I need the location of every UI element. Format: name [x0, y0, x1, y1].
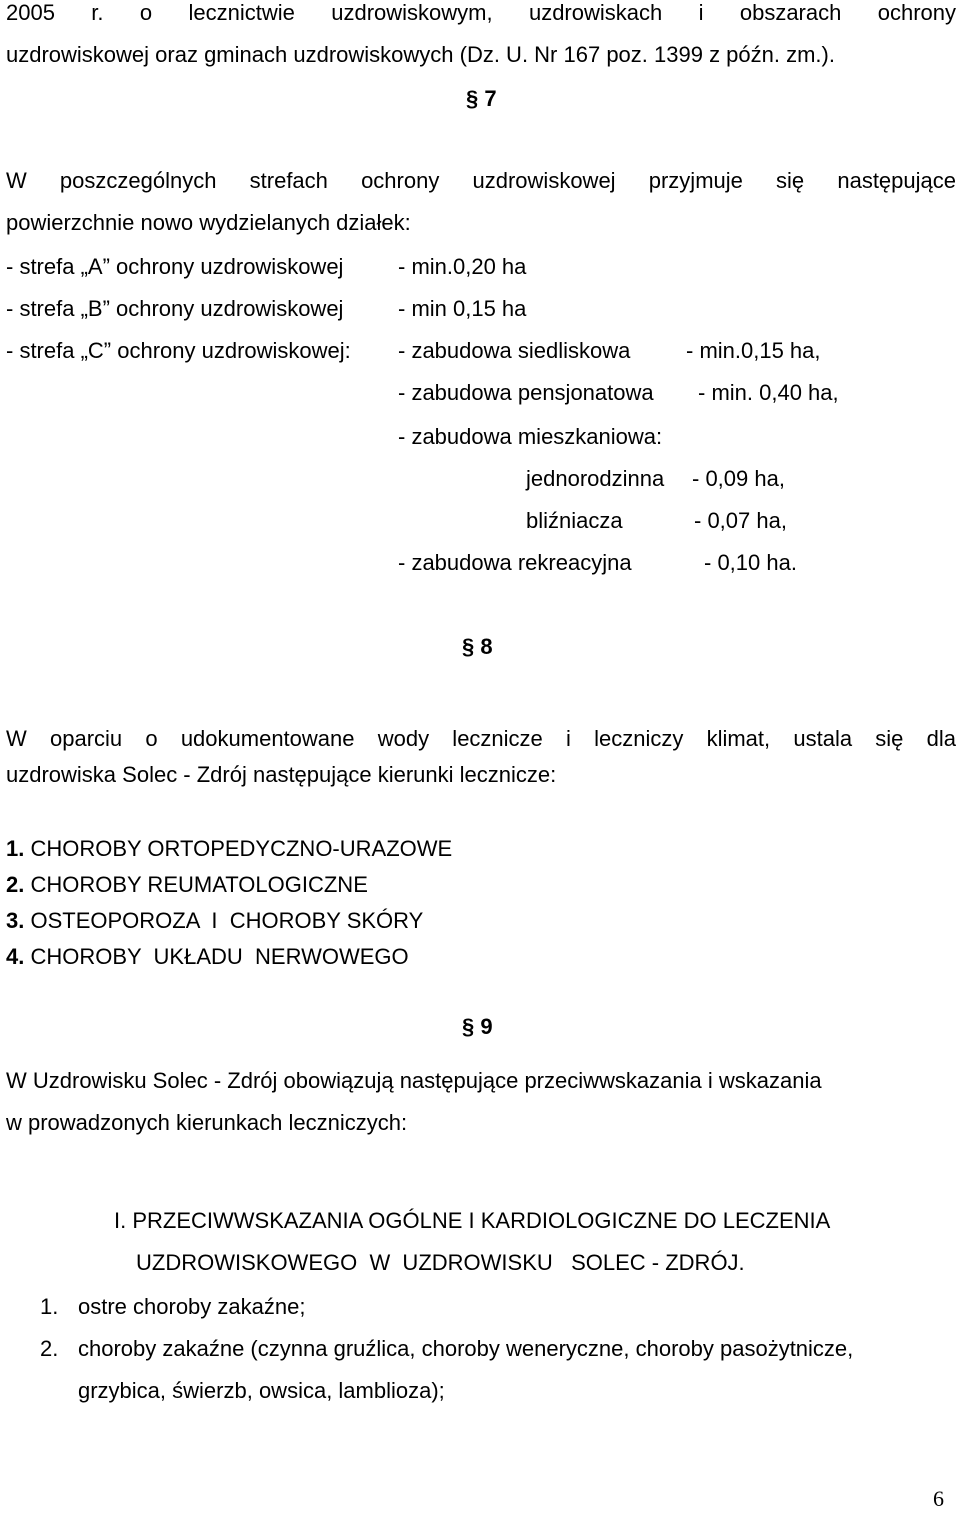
list-item-text: OSTEOPOROZA I CHOROBY SKÓRY [30, 908, 424, 933]
c-pensjonatowa-label: - zabudowa pensjonatowa [398, 380, 654, 405]
c-jednorodzinna-label: jednorodzinna [526, 466, 665, 491]
page-number: 6 [933, 1486, 944, 1511]
list-item [6, 908, 423, 934]
par7-line-1: W poszczególnych strefach ochrony uzdrowiskowej przyjmuje się następujące [6, 168, 956, 193]
zone-b-value: - min 0,15 ha [398, 296, 527, 321]
list-item [6, 836, 452, 862]
list-item [6, 944, 409, 970]
intro-line-2: uzdrowiskowej oraz gminach uzdrowiskowych (Dz. U. Nr 167 poz. 1399 z późn. zm.). [6, 42, 835, 67]
list-item-number: 1. [6, 836, 25, 861]
c-blizniacza-value: - 0,07 ha, [694, 508, 787, 533]
contraindication-number: 1. [40, 1294, 59, 1319]
section-9-heading: § 9 [462, 1014, 493, 1039]
zone-a-value: - min.0,20 ha [398, 254, 527, 279]
par8-line-1: W oparciu o udokumentowane wody lecznicze i leczniczy klimat, ustala się dla [6, 726, 956, 751]
c-pensjonatowa-value: - min. 0,40 ha, [698, 380, 839, 405]
section-7-heading: § 7 [466, 86, 497, 111]
par7-line-2: powierzchnie nowo wydzielanych działek: [6, 210, 411, 235]
contraindication-number: 2. [40, 1336, 59, 1361]
c-blizniacza-label: bliźniacza [526, 508, 623, 533]
contraindications-heading-line-1: I. PRZECIWWSKAZANIA OGÓLNE I KARDIOLOGICZNE DO LECZENIA [114, 1208, 831, 1233]
list-item-text: CHOROBY REUMATOLOGICZNE [30, 872, 368, 897]
contraindication-text: ostre choroby zakaźne; [78, 1294, 306, 1319]
list-item-text: CHOROBY ORTOPEDYCZNO-URAZOWE [30, 836, 453, 861]
c-rekreacyjna-value: - 0,10 ha. [704, 550, 797, 575]
par9-line-1: W Uzdrowisku Solec - Zdrój obowiązują następujące przeciwwskazania i wskazania [6, 1068, 822, 1093]
zone-a-label: - strefa „A” ochrony uzdrowiskowej [6, 254, 344, 279]
intro-line-1: 2005 r. o lecznictwie uzdrowiskowym, uzdrowiskach i obszarach ochrony [6, 0, 956, 25]
c-siedliskowa-value: - min.0,15 ha, [686, 338, 821, 363]
c-siedliskowa-label: - zabudowa siedliskowa [398, 338, 631, 363]
list-item [6, 872, 368, 898]
par8-line-2: uzdrowiska Solec - Zdrój następujące kierunki lecznicze: [6, 762, 557, 787]
list-item-number: 3. [6, 908, 25, 933]
contraindication-text-continuation: grzybica, świerzb, owsica, lamblioza); [78, 1378, 445, 1403]
section-8-heading: § 8 [462, 634, 493, 659]
contraindications-heading-line-2: UZDROWISKOWEGO W UZDROWISKU SOLEC - ZDRÓJ. [136, 1250, 745, 1275]
c-rekreacyjna-label: - zabudowa rekreacyjna [398, 550, 632, 575]
list-item-number: 4. [6, 944, 25, 969]
c-jednorodzinna-value: - 0,09 ha, [692, 466, 785, 491]
contraindication-text: choroby zakaźne (czynna gruźlica, choroby weneryczne, choroby pasożytnicze, [78, 1336, 854, 1361]
zone-b-label: - strefa „B” ochrony uzdrowiskowej [6, 296, 344, 321]
list-item-number: 2. [6, 872, 25, 897]
c-mieszkaniowa-label: - zabudowa mieszkaniowa: [398, 424, 663, 449]
par9-line-2: w prowadzonych kierunkach leczniczych: [6, 1110, 408, 1135]
list-item-text: CHOROBY UKŁADU NERWOWEGO [30, 944, 409, 969]
zone-c-label: - strefa „C” ochrony uzdrowiskowej: [6, 338, 351, 363]
